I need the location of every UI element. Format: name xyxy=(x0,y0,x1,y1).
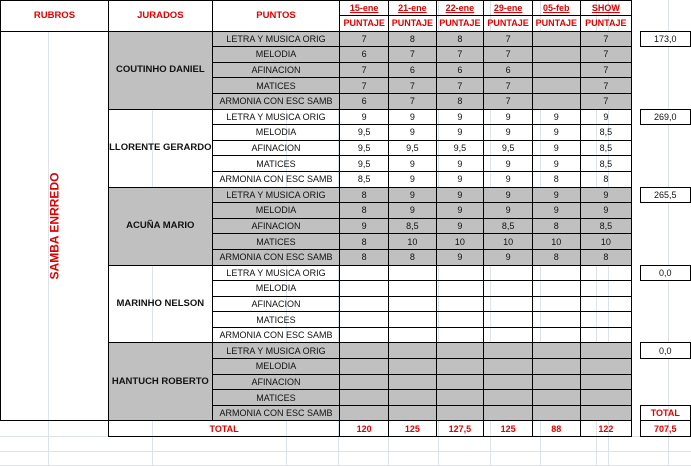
score-cell[interactable] xyxy=(340,265,389,281)
score-cell[interactable]: 9 xyxy=(389,171,437,187)
score-cell[interactable]: 9 xyxy=(389,203,437,219)
score-cell[interactable]: 9 xyxy=(533,140,581,156)
score-cell[interactable] xyxy=(533,405,581,421)
score-cell[interactable]: 8 xyxy=(340,249,389,265)
score-cell[interactable]: 9 xyxy=(436,218,484,234)
score-cell[interactable] xyxy=(533,390,581,406)
punto-label[interactable]: MATICES xyxy=(212,312,340,328)
score-cell[interactable] xyxy=(484,265,533,281)
score-cell[interactable]: 7 xyxy=(580,93,632,109)
score-cell[interactable]: 9,5 xyxy=(340,156,389,172)
score-cell[interactable] xyxy=(340,343,389,359)
date-total[interactable]: 88 xyxy=(533,421,581,437)
score-cell[interactable]: 8 xyxy=(580,171,632,187)
score-cell[interactable]: 7 xyxy=(484,93,533,109)
header-puntaje-1: PUNTAJE xyxy=(340,16,389,32)
score-cell[interactable] xyxy=(389,265,437,281)
score-cell[interactable]: 9 xyxy=(389,187,437,203)
punto-label[interactable]: ARMONIA CON ESC SAMB xyxy=(212,171,340,187)
score-cell[interactable]: 6 xyxy=(340,47,389,63)
totals-label: TOTAL xyxy=(108,421,339,437)
score-cell[interactable] xyxy=(436,359,484,375)
score-cell[interactable]: 7 xyxy=(580,31,632,47)
score-cell[interactable]: 8,5 xyxy=(580,156,632,172)
score-cell[interactable]: 9 xyxy=(484,187,533,203)
jurado-name[interactable]: ACUÑA MARIO xyxy=(108,187,212,265)
score-cell[interactable]: 6 xyxy=(484,62,533,78)
score-cell[interactable]: 8 xyxy=(389,31,437,47)
punto-label[interactable]: LETRA Y MUSICA ORIG xyxy=(212,31,340,47)
score-cell[interactable] xyxy=(533,47,581,63)
score-cell[interactable]: 9 xyxy=(580,109,632,125)
score-cell[interactable] xyxy=(436,312,484,328)
score-cell[interactable]: 9,5 xyxy=(340,140,389,156)
score-cell[interactable]: 9 xyxy=(484,125,533,141)
score-cell[interactable] xyxy=(533,374,581,390)
jurado-name[interactable]: COUTINHO DANIEL xyxy=(108,31,212,109)
score-cell[interactable]: 9 xyxy=(484,156,533,172)
score-cell[interactable] xyxy=(580,405,632,421)
header-date-2: 21-ene xyxy=(389,1,437,16)
score-cell[interactable] xyxy=(436,405,484,421)
date-total[interactable]: 120 xyxy=(340,421,389,437)
score-cell[interactable]: 7 xyxy=(340,62,389,78)
jurado-name[interactable]: MARINHO NELSON xyxy=(108,265,212,343)
score-cell[interactable] xyxy=(389,374,437,390)
score-cell[interactable] xyxy=(484,296,533,312)
jurado-total[interactable]: 265,5 xyxy=(640,187,690,203)
score-cell[interactable]: 8,5 xyxy=(580,140,632,156)
totals-row xyxy=(1,421,691,437)
score-cell[interactable] xyxy=(340,327,389,343)
score-cell[interactable]: 8,5 xyxy=(484,218,533,234)
score-cell[interactable] xyxy=(436,281,484,297)
table-row xyxy=(1,31,691,47)
score-cell[interactable] xyxy=(580,296,632,312)
header-date-4: 29-ene xyxy=(484,1,533,16)
score-cell[interactable] xyxy=(389,343,437,359)
score-cell[interactable] xyxy=(484,312,533,328)
score-cell[interactable]: 8,5 xyxy=(580,218,632,234)
score-cell[interactable] xyxy=(484,359,533,375)
score-cell[interactable] xyxy=(389,312,437,328)
score-cell[interactable] xyxy=(533,93,581,109)
header-puntaje-5: PUNTAJE xyxy=(533,16,581,32)
header-rubros: RUBROS xyxy=(1,1,109,32)
score-cell[interactable] xyxy=(533,343,581,359)
header-puntaje-6: PUNTAJE xyxy=(580,16,632,32)
punto-label[interactable]: AFINACION xyxy=(212,218,340,234)
date-total[interactable]: 125 xyxy=(484,421,533,437)
score-cell[interactable]: 6 xyxy=(389,62,437,78)
score-cell[interactable]: 7 xyxy=(580,62,632,78)
score-cell[interactable]: 8 xyxy=(340,187,389,203)
punto-label[interactable]: MELODIA xyxy=(212,203,340,219)
score-cell[interactable]: 7 xyxy=(340,78,389,94)
score-cell[interactable]: 9 xyxy=(484,249,533,265)
score-cell[interactable]: 9 xyxy=(533,203,581,219)
score-cell[interactable]: 10 xyxy=(389,234,437,250)
score-cell[interactable]: 7 xyxy=(484,31,533,47)
score-cell[interactable]: 8 xyxy=(533,218,581,234)
punto-label[interactable]: MELODIA xyxy=(212,281,340,297)
score-cell[interactable]: 8 xyxy=(436,93,484,109)
score-cell[interactable]: 9 xyxy=(389,156,437,172)
score-cell[interactable] xyxy=(436,343,484,359)
punto-label[interactable]: MATICES xyxy=(212,390,340,406)
score-cell[interactable]: 7 xyxy=(340,31,389,47)
score-cell[interactable] xyxy=(340,281,389,297)
score-cell[interactable]: 6 xyxy=(436,62,484,78)
score-cell[interactable] xyxy=(389,390,437,406)
score-cell[interactable] xyxy=(389,281,437,297)
score-cell[interactable]: 7 xyxy=(389,93,437,109)
score-cell[interactable]: 10 xyxy=(484,234,533,250)
punto-label[interactable]: ARMONIA CON ESC SAMB xyxy=(212,327,340,343)
score-cell[interactable] xyxy=(484,327,533,343)
punto-label[interactable]: LETRA Y MUSICA ORIG xyxy=(212,109,340,125)
score-cell[interactable] xyxy=(533,296,581,312)
score-cell[interactable] xyxy=(580,327,632,343)
score-cell[interactable]: 9 xyxy=(533,187,581,203)
header-puntaje-2: PUNTAJE xyxy=(389,16,437,32)
score-cell[interactable]: 7 xyxy=(436,47,484,63)
score-cell[interactable] xyxy=(484,405,533,421)
jurado-total[interactable]: 173,0 xyxy=(640,31,690,47)
score-cell[interactable]: 9,5 xyxy=(389,140,437,156)
score-cell[interactable] xyxy=(580,343,632,359)
score-cell[interactable]: 7 xyxy=(484,78,533,94)
date-total[interactable]: 125 xyxy=(389,421,437,437)
score-cell[interactable]: 9 xyxy=(340,218,389,234)
jurado-total[interactable]: 0,0 xyxy=(640,343,690,359)
score-cell[interactable]: 7 xyxy=(436,78,484,94)
score-cell[interactable]: 9 xyxy=(484,109,533,125)
header-date-1: 15-ene xyxy=(340,1,389,16)
score-cell[interactable]: 7 xyxy=(580,47,632,63)
punto-label[interactable]: MATICES xyxy=(212,78,340,94)
score-cell[interactable]: 7 xyxy=(484,47,533,63)
score-cell[interactable] xyxy=(340,374,389,390)
score-cell[interactable]: 9 xyxy=(436,156,484,172)
punto-label[interactable]: AFINACION xyxy=(212,296,340,312)
header-date-5: 05-feb xyxy=(533,1,581,16)
score-cell[interactable]: 8 xyxy=(340,234,389,250)
grand-total-value[interactable]: 707,5 xyxy=(640,421,690,437)
score-cell[interactable] xyxy=(533,78,581,94)
score-cell[interactable] xyxy=(580,265,632,281)
header-puntos: PUNTOS xyxy=(212,1,340,32)
score-cell[interactable]: 9 xyxy=(484,203,533,219)
score-cell[interactable] xyxy=(389,405,437,421)
punto-label[interactable]: MATICES xyxy=(212,234,340,250)
score-cell[interactable]: 8 xyxy=(533,171,581,187)
score-cell[interactable]: 8,5 xyxy=(580,125,632,141)
score-cell[interactable] xyxy=(580,312,632,328)
score-cell[interactable]: 8 xyxy=(533,249,581,265)
score-cell[interactable] xyxy=(580,374,632,390)
score-cell[interactable] xyxy=(436,265,484,281)
header-puntaje-4: PUNTAJE xyxy=(484,16,533,32)
score-cell[interactable]: 10 xyxy=(436,234,484,250)
score-cell[interactable] xyxy=(484,374,533,390)
header-date-3: 22-ene xyxy=(436,1,484,16)
score-cell[interactable] xyxy=(580,281,632,297)
score-cell[interactable] xyxy=(340,405,389,421)
score-cell[interactable]: 9 xyxy=(436,249,484,265)
punto-label[interactable]: LETRA Y MUSICA ORIG xyxy=(212,343,340,359)
score-cell[interactable]: 9 xyxy=(436,171,484,187)
score-cell[interactable] xyxy=(533,327,581,343)
score-cell[interactable]: 8 xyxy=(436,31,484,47)
score-cell[interactable]: 9 xyxy=(533,109,581,125)
date-total[interactable]: 122 xyxy=(580,421,632,437)
score-cell[interactable]: 9 xyxy=(340,109,389,125)
score-cell[interactable] xyxy=(389,327,437,343)
punto-label[interactable]: MELODIA xyxy=(212,359,340,375)
score-cell[interactable]: 9 xyxy=(436,109,484,125)
header-jurados: JURADOS xyxy=(108,1,212,32)
score-cell[interactable]: 7 xyxy=(389,78,437,94)
score-cell[interactable]: 8 xyxy=(389,249,437,265)
score-cell[interactable]: 10 xyxy=(533,234,581,250)
score-cell[interactable]: 9 xyxy=(580,187,632,203)
score-cell[interactable]: 9 xyxy=(580,203,632,219)
punto-label[interactable]: AFINACION xyxy=(212,374,340,390)
rubro-label: SAMBA ENRREDO xyxy=(47,172,62,279)
score-cell[interactable]: 8,5 xyxy=(340,171,389,187)
score-cell[interactable] xyxy=(533,62,581,78)
score-cell[interactable] xyxy=(436,390,484,406)
punto-label[interactable]: LETRA Y MUSICA ORIG xyxy=(212,265,340,281)
score-cell[interactable] xyxy=(484,281,533,297)
punto-label[interactable]: MELODIA xyxy=(212,125,340,141)
jurado-total[interactable]: 0,0 xyxy=(640,265,690,281)
score-cell[interactable] xyxy=(580,359,632,375)
score-cell[interactable] xyxy=(533,281,581,297)
score-cell[interactable] xyxy=(389,296,437,312)
score-cell[interactable]: 9 xyxy=(533,156,581,172)
jurado-total[interactable]: 269,0 xyxy=(640,109,690,125)
punto-label[interactable]: AFINACION xyxy=(212,62,340,78)
score-cell[interactable]: 9 xyxy=(436,203,484,219)
score-cell[interactable] xyxy=(484,390,533,406)
score-cell[interactable]: 9 xyxy=(436,187,484,203)
score-cell[interactable] xyxy=(340,296,389,312)
header-puntaje-3: PUNTAJE xyxy=(436,16,484,32)
punto-label[interactable]: MATICES xyxy=(212,156,340,172)
punto-label[interactable]: AFINACION xyxy=(212,140,340,156)
score-cell[interactable]: 9 xyxy=(436,125,484,141)
jurado-name[interactable]: HANTUCH ROBERTO xyxy=(108,343,212,421)
date-total[interactable]: 127,5 xyxy=(436,421,484,437)
score-cell[interactable]: 8,5 xyxy=(389,218,437,234)
score-cell[interactable]: 9 xyxy=(484,171,533,187)
score-cell[interactable]: 9 xyxy=(389,125,437,141)
score-cell[interactable]: 8 xyxy=(580,249,632,265)
score-cell[interactable] xyxy=(340,359,389,375)
score-cell[interactable] xyxy=(533,312,581,328)
punto-label[interactable]: ARMONIA CON ESC SAMB xyxy=(212,249,340,265)
score-cell[interactable]: 9 xyxy=(533,125,581,141)
score-cell[interactable] xyxy=(533,359,581,375)
score-cell[interactable]: 9,5 xyxy=(436,140,484,156)
score-cell[interactable]: 9,5 xyxy=(340,125,389,141)
score-cell[interactable] xyxy=(436,296,484,312)
score-cell[interactable]: 8 xyxy=(340,203,389,219)
score-cell[interactable] xyxy=(436,374,484,390)
score-cell[interactable] xyxy=(340,390,389,406)
score-cell[interactable]: 6 xyxy=(340,93,389,109)
score-cell[interactable] xyxy=(389,359,437,375)
rubro-cell xyxy=(1,31,109,421)
header-date-6: SHOW xyxy=(580,1,632,16)
score-cell[interactable]: 9 xyxy=(389,109,437,125)
score-cell[interactable] xyxy=(340,312,389,328)
score-cell[interactable]: 7 xyxy=(580,78,632,94)
punto-label[interactable]: MELODIA xyxy=(212,47,340,63)
grand-total-label: TOTAL xyxy=(640,405,690,421)
jurado-name[interactable]: LLORENTE GERARDO xyxy=(108,109,212,187)
score-cell[interactable] xyxy=(580,390,632,406)
score-cell[interactable] xyxy=(533,31,581,47)
punto-label[interactable]: ARMONIA CON ESC SAMB xyxy=(212,405,340,421)
score-cell[interactable]: 7 xyxy=(389,47,437,63)
score-cell[interactable] xyxy=(484,343,533,359)
punto-label[interactable]: ARMONIA CON ESC SAMB xyxy=(212,93,340,109)
punto-label[interactable]: LETRA Y MUSICA ORIG xyxy=(212,187,340,203)
score-cell[interactable]: 10 xyxy=(580,234,632,250)
score-cell[interactable] xyxy=(436,327,484,343)
score-cell[interactable] xyxy=(533,265,581,281)
score-cell[interactable]: 9,5 xyxy=(484,140,533,156)
